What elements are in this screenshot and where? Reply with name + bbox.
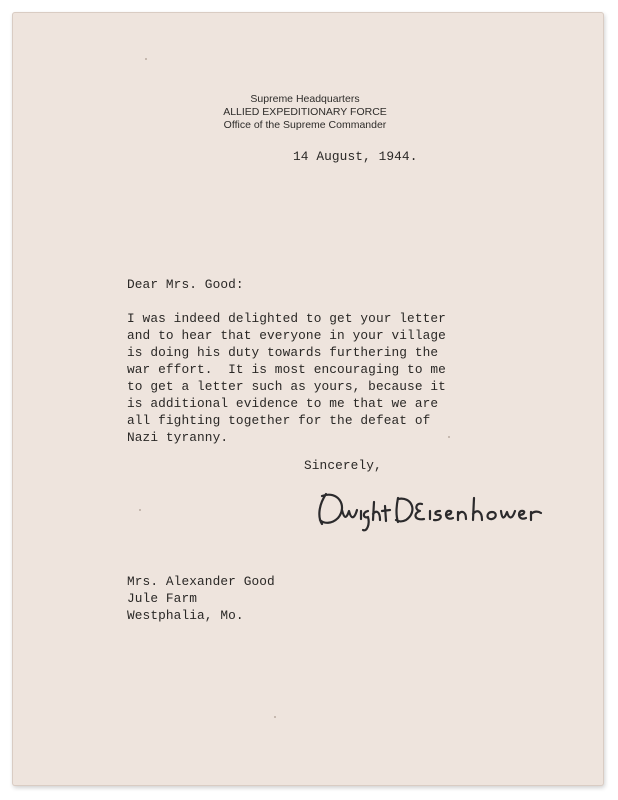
paper-spot — [139, 509, 141, 511]
body-line: I was indeed delighted to get your letter — [127, 311, 446, 326]
letterhead-line: Office of the Supreme Commander — [223, 119, 387, 131]
body-line: Nazi tyranny. — [127, 430, 229, 445]
letterhead-line: Supreme Headquarters — [250, 93, 360, 105]
body-line: war effort. It is most encouraging to me — [127, 362, 446, 377]
paper-spot — [448, 436, 450, 438]
letter-date: 14 August, 1944. — [293, 149, 418, 164]
address-line: Jule Farm — [127, 591, 198, 606]
paper-spot — [274, 716, 276, 718]
letterhead-line: ALLIED EXPEDITIONARY FORCE — [223, 106, 387, 118]
closing: Sincerely, — [304, 458, 382, 473]
body-line: to get a letter such as yours, because it — [127, 379, 446, 394]
body-line: and to hear that everyone in your village — [127, 328, 446, 343]
paper-spot — [145, 58, 147, 60]
handwritten-signature — [312, 484, 552, 536]
body-line: all fighting together for the defeat of — [127, 413, 431, 428]
body-line: is additional evidence to me that we are — [127, 396, 439, 411]
body-line: is doing his duty towards furthering the — [127, 345, 439, 360]
address-line: Westphalia, Mo. — [127, 608, 244, 623]
salutation: Dear Mrs. Good: — [127, 277, 244, 292]
address-line: Mrs. Alexander Good — [127, 574, 275, 589]
